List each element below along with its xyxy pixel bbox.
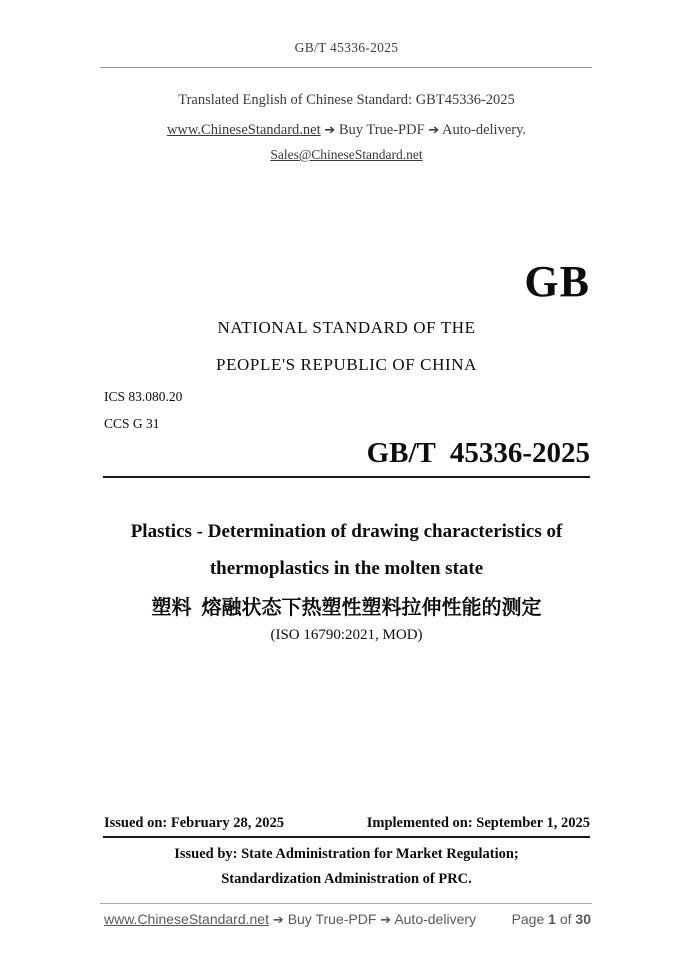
page-total: 30 — [575, 911, 591, 927]
standard-number: GB/T 45336-2025 — [366, 437, 590, 469]
sales-email-link[interactable]: Sales@ChineseStandard.net — [270, 147, 423, 162]
page-label: Page — [511, 911, 545, 927]
page-indicator — [512, 911, 591, 927]
footer-buy-line — [104, 911, 476, 928]
buy-true-pdf-label: Buy True-PDF — [338, 122, 425, 138]
title-english-line2: thermoplastics in the molten state — [209, 558, 484, 579]
issued-on-date: Issued on: February 28, 2025 — [104, 815, 285, 831]
arrow-right-icon: ➔ — [272, 913, 284, 928]
iso-reference: (ISO 16790:2021, MOD) — [270, 627, 423, 643]
sales-email-line — [0, 147, 693, 163]
ics-code: ICS 83.080.20 — [104, 389, 183, 404]
national-standard-line2: PEOPLE'S REPUBLIC OF CHINA — [216, 355, 477, 374]
footer-divider — [100, 903, 592, 904]
footer-buy-true-pdf-label: Buy True-PDF — [287, 911, 377, 927]
gb-logo: GB — [524, 257, 590, 306]
running-header-doc-code: GB/T 45336-2025 — [294, 40, 399, 55]
translated-standard-note: Translated English of Chinese Standard: GBT45336-2025 — [178, 92, 515, 108]
issued-by-line1: Issued by: State Administration for Market Regulation; — [174, 846, 519, 862]
arrow-right-icon: ➔ — [428, 123, 440, 138]
issued-by-line2: Standardization Administration of PRC. — [221, 871, 472, 887]
standard-number-divider — [103, 476, 590, 478]
national-standard-line1: NATIONAL STANDARD OF THE — [217, 318, 476, 337]
title-chinese: 塑料 熔融状态下热塑性塑料拉伸性能的测定 — [151, 597, 542, 619]
page-footer — [104, 911, 591, 928]
header-buy-line — [0, 122, 693, 139]
issue-dates-row — [104, 815, 590, 832]
footer-website-link[interactable]: www.ChineseStandard.net — [104, 911, 269, 927]
header-divider — [100, 67, 592, 68]
issue-divider — [103, 836, 590, 838]
arrow-right-icon: ➔ — [380, 913, 392, 928]
title-english-line1: Plastics - Determination of drawing characteristics of — [130, 521, 563, 542]
page-current: 1 — [548, 911, 556, 927]
arrow-right-icon: ➔ — [324, 123, 336, 138]
of-label: of — [559, 911, 572, 927]
website-link[interactable]: www.ChineseStandard.net — [166, 122, 321, 138]
footer-auto-delivery-label: Auto-delivery — [394, 911, 477, 927]
auto-delivery-label: Auto-delivery. — [442, 122, 527, 138]
implemented-on-date: Implemented on: September 1, 2025 — [366, 815, 590, 831]
ccs-code: CCS G 31 — [104, 416, 160, 431]
